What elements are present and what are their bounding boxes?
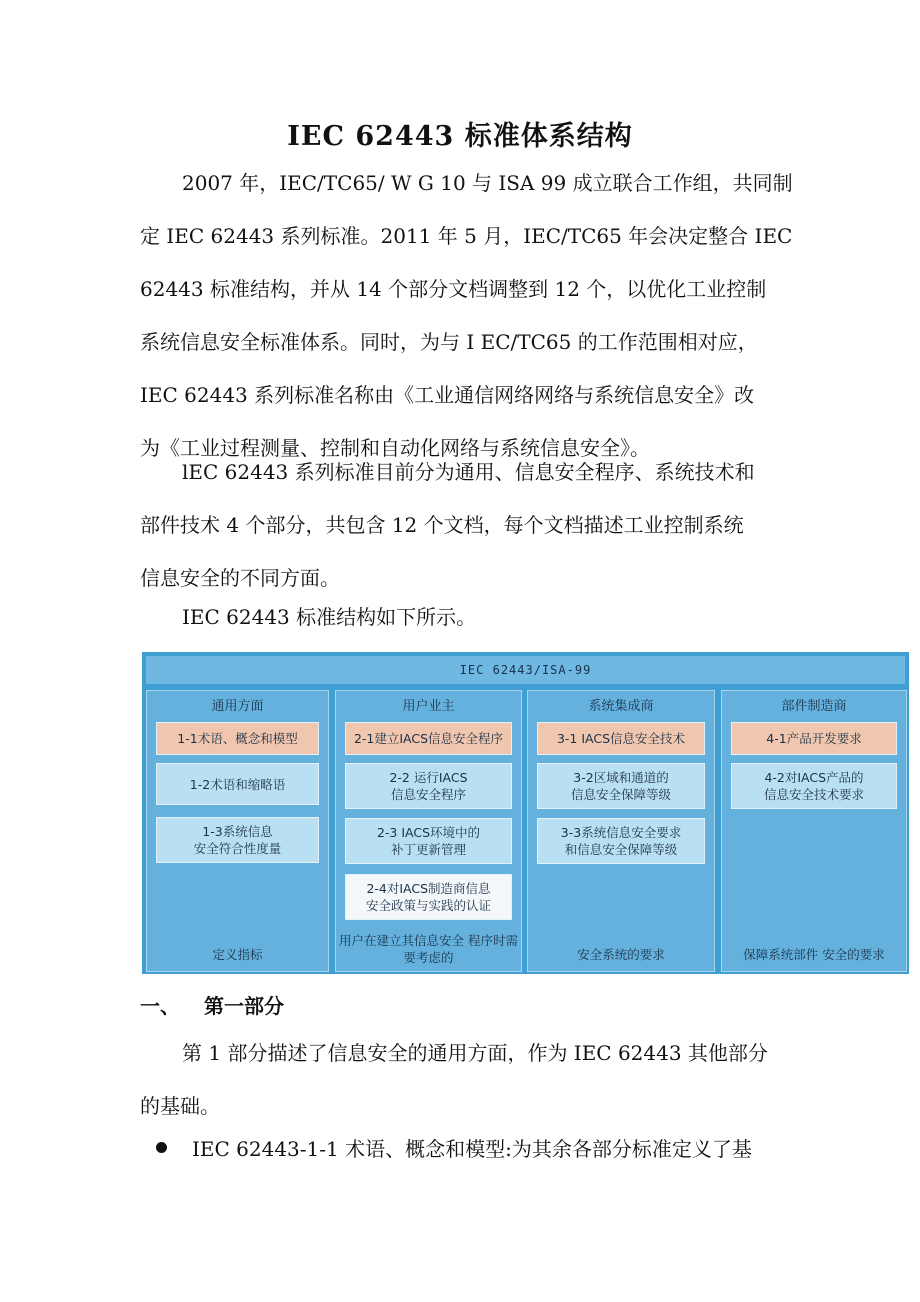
- section-title: 第一部分: [204, 994, 284, 1018]
- text-line: 系统信息安全标准体系。同时，为与 I EC/TC65 的工作范围相对应，: [140, 330, 758, 354]
- bullet-item: [156, 1124, 752, 1174]
- doc-box-3-3: 3-3系统信息安全要求 和信息安全保障等级: [537, 818, 705, 864]
- text-line: IEC 62443 标准结构如下所示。: [182, 605, 477, 629]
- doc-box-1-2: 1-2术语和缩略语: [156, 763, 319, 805]
- column-footer: 用户在建立其信息安全 程序时需要考虑的: [339, 933, 518, 965]
- doc-box-1-3: 1-3系统信息 安全符合性度量: [156, 817, 319, 863]
- column-footer: 保障系统部件 安全的要求: [743, 947, 885, 962]
- section-heading: [140, 986, 284, 1026]
- text-line: 信息安全的不同方面。: [140, 566, 340, 590]
- doc-box-3-2: 3-2区域和通道的 信息安全保障等级: [537, 763, 705, 809]
- intro-paragraph: [140, 157, 793, 475]
- text-line: 第 1 部分描述了信息安全的通用方面，作为 IEC 62443 其他部分: [182, 1041, 768, 1065]
- column-footer: 定义指标: [212, 947, 263, 962]
- text-line: lEC 62443 系列标准目前分为通用、信息安全程序、系统技术和: [182, 460, 755, 484]
- column-title: 系统集成商: [588, 699, 654, 714]
- column-asset-owner: [335, 690, 522, 972]
- column-component-supplier: [721, 690, 907, 972]
- section-number: 一、: [140, 994, 180, 1018]
- bullet-dot-icon: [156, 1142, 167, 1153]
- text-line: IEC 62443 系列标准名称由《工业通信网络网络与系统信息安全》改: [140, 383, 755, 407]
- diagram-header: IEC 62443/ISA-99: [146, 656, 905, 684]
- structure-intro: [140, 591, 790, 644]
- column-system-integrator: [527, 690, 715, 972]
- structure-diagram: [142, 652, 909, 974]
- column-title: 通用方面: [211, 699, 264, 714]
- doc-box-2-1: 2-1建立IACS信息安全程序: [345, 722, 512, 755]
- text-line: 62443 标准结构，并从 14 个部分文档调整到 12 个，以优化工业控制: [140, 277, 767, 301]
- doc-box-4-1: 4-1产品开发要求: [731, 722, 897, 755]
- doc-box-2-4: 2-4对IACS制造商信息 安全政策与实践的认证: [345, 874, 512, 920]
- section1-paragraph: [140, 1027, 790, 1133]
- column-title: 用户业主: [402, 699, 455, 714]
- document-title: IEC 62443 标准体系结构: [287, 121, 633, 152]
- text-line: 为《工业过程测量、控制和自动化网络与系统信息安全》。: [140, 436, 650, 460]
- doc-box-1-1: 1-1术语、概念和模型: [156, 722, 319, 755]
- parts-paragraph: [140, 446, 790, 605]
- text-line: 的基础。: [140, 1094, 220, 1118]
- text-line: 2007 年，IEC/TC65/ W G 10 与 ISA 99 成立联合工作组，共同制: [182, 171, 793, 195]
- doc-box-3-1: 3-1 IACS信息安全技术: [537, 722, 705, 755]
- text-line: 部件技术 4 个部分，共包含 12 个文档，每个文档描述工业控制系统: [140, 513, 744, 537]
- column-footer: 安全系统的要求: [577, 947, 665, 962]
- doc-box-2-2: 2-2 运行IACS 信息安全程序: [345, 763, 512, 809]
- doc-box-2-3: 2-3 IACS环境中的 补丁更新管理: [345, 818, 512, 864]
- bullet-text: IEC 62443-1-1 术语、概念和模型:为其余各部分标准定义了基: [192, 1137, 752, 1161]
- column-title: 部件制造商: [781, 699, 847, 714]
- column-general: [146, 690, 329, 972]
- text-line: 定 IEC 62443 系列标准。2011 年 5 月，IEC/TC65 年会决定整合 IEC: [140, 224, 793, 248]
- doc-box-4-2: 4-2对IACS产品的 信息安全技术要求: [731, 763, 897, 809]
